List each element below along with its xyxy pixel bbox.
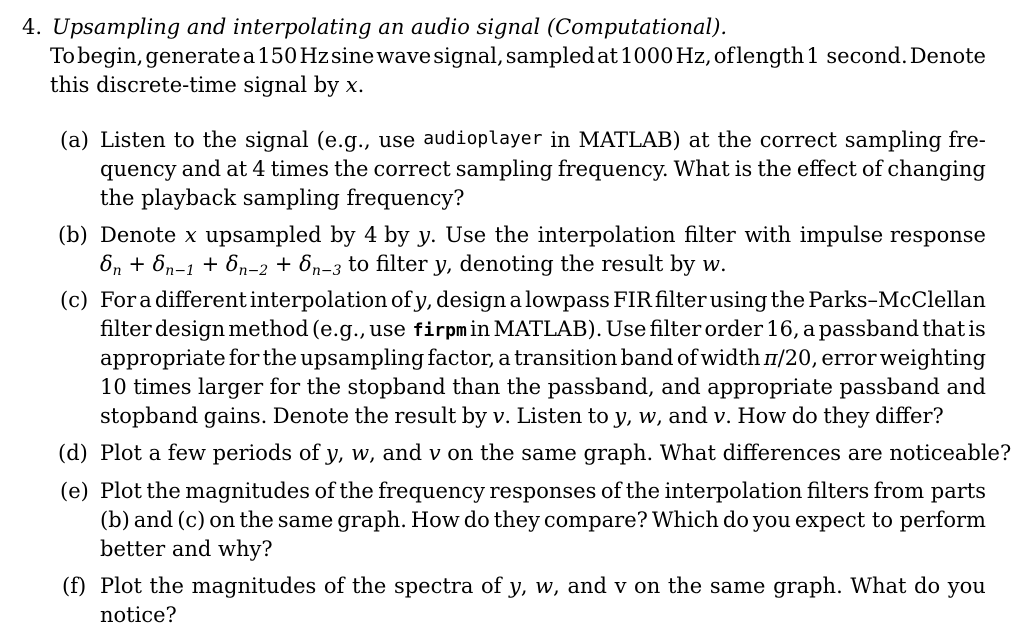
part-e-line-2: (b) and (c) on the same graph. How do they compare? Which do you expect to perform [100,508,986,532]
part-e-line-3: better and why? [100,537,273,561]
part-a-line-3: the playback sampling frequency? [100,186,465,210]
word: the [770,288,806,312]
part-b-line-1: Denote x upsampled by 4 by y. Use the interpolation filter with impulse response [100,223,986,247]
part-c-line-3: appropriate for the upsampling factor, a transition band of width π/20, error weighting [100,346,986,370]
part-d-line-1: Plot a few periods of y, w, and v on the same graph. What differences are noticeable? [100,441,1012,465]
part-c-line-4: 10 times larger for the stopband than the passband, and appropriate passband and [100,375,986,399]
part-f-label: (f) [62,574,87,598]
word: a [139,288,152,312]
word: design [436,288,507,312]
part-a-label: (a) [60,128,89,152]
part-b-label: (b) [58,223,88,247]
word: filter [654,288,707,312]
intro-line-2: this discrete-time signal by x. [50,73,365,97]
part-a-line-2: quency and at 4 times the correct sampling frequency. What is the effect of changing [100,157,986,181]
part-a-line-1: Listen to the signal (e.g., use audioplayer in MATLAB) at the correct sampling fre- [100,128,986,152]
word: FIR [613,288,652,312]
part-e-line-1: Plot the magnitudes of the frequency responses of the interpolation filters from parts [100,479,986,503]
part-e-label: (e) [60,479,89,503]
word: using [709,288,768,312]
part-c-line-2: filter design method (e.g., use firpm in MATLAB). Use filter order 16, a passband that is [100,317,986,341]
part-b-line-2: $\delta_n + \delta_{n-1} + \delta_{n-2} + \delta_{n-3}$ to filter y, denoting the result by w. [100,252,727,279]
word: interpolation [249,288,388,312]
part-c-label: (c) [60,288,89,312]
word: a [509,288,522,312]
word: For [100,288,137,312]
word: y, [414,288,433,312]
part-f-line-1: Plot the magnitudes of the spectra of y, w, and v on the same graph. What do you [100,574,986,598]
part-d-label: (d) [58,441,88,465]
word: of [390,288,412,312]
part-f-line-2: notice? [100,603,177,627]
part-c-line-1 [100,290,986,311]
part-c-line-5: stopband gains. Denote the result by v. Listen to y, w, and v. How do they differ? [100,404,944,428]
formula-delta: δ [100,252,113,276]
problem-number: 4. [22,15,43,39]
code-firpm: firpm [412,320,467,341]
word: different [154,288,247,312]
word: Parks–McClellan [808,288,986,312]
intro-line-1: To begin, generate a 150 Hz sine wave signal, sampled at 1000 Hz, of length 1 second. Denote [50,44,986,68]
problem-title: Upsampling and interpolating an audio signal (Computational). [52,15,728,39]
word: lowpass [525,288,610,312]
code-audioplayer: audioplayer [423,128,543,149]
